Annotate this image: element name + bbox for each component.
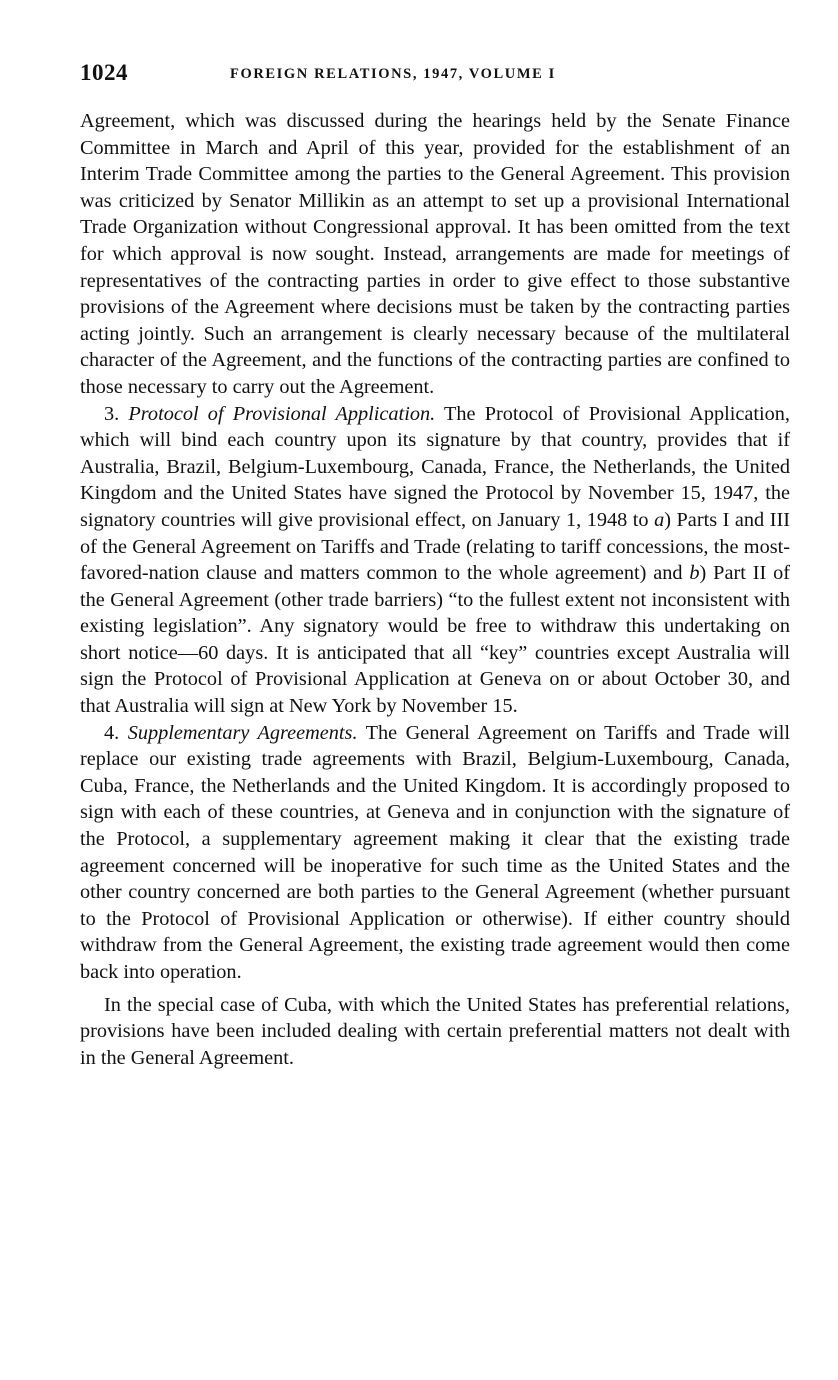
section-heading: Protocol of Provisional Application. — [128, 402, 436, 425]
paragraph-cuba-special-case: In the special case of Cuba, with which the United States has preferential relations, provisions have been included dealing with certain preferential matters not dealt with in the General Agreement. — [80, 993, 790, 1069]
section-heading: Supplementary Agreements. — [127, 721, 358, 744]
section-number: 4. — [104, 721, 120, 744]
body-text — [80, 108, 790, 1071]
list-marker-a: a — [654, 508, 665, 531]
running-header-title: FOREIGN RELATIONS, 1947, VOLUME I — [230, 66, 556, 82]
paragraph-text: The Protocol of Provisional Application, which will bind each country upon its signature by that country, provides that if Australia, Brazil, Belgium-Luxembourg, Canada, France, the Netherlands, the United Kingdom and the United States have signed the Protocol by November 15, 1947, the signatory countries will give provisional effect, on January 1, 1948 to — [80, 402, 790, 531]
page-number: 1024 — [80, 60, 128, 85]
paragraph-supplementary-agreements — [80, 720, 790, 986]
paragraph-interim-trade-committee: Agreement, which was discussed during the hearings held by the Senate Finance Committee in March and April of this year, provided for the establishment of an Interim Trade Committee among the parties to the General Agreement. This provision was criticized by Senator Millikin as an attempt to set up a provisional International Trade Organization without Congressional approval. It has been omitted from the text for which approval is now sought. Instead, arrangements are made for meetings of representatives of the contracting parties in order to give effect to those substantive provisions of the Agreement where decisions must be taken by the contracting parties acting jointly. Such an arrangement is clearly necessary because of the multilateral character of the Agreement, and the functions of the contracting parties are confined to those necessary to carry out the Agreement. — [80, 110, 790, 398]
running-header — [80, 60, 790, 92]
section-number: 3. — [104, 402, 120, 425]
paragraph-text: ) Parts I and III of the General Agreement on Tariffs and Trade (relating to tariff concessions, the most-favored-nation clause and matters common to the whole agreement) and — [80, 508, 790, 585]
paragraph-text: ) Part II of the General Agreement (other trade barriers) “to the fullest extent not inconsistent with existing legislation”. Any signatory would be free to withdraw this undertaking on short notice—60 days. It is anticipated that all “key” countries except Australia will sign the Protocol of Provisional Application at Geneva on or about October 30, and that Australia will sign at New York by November 15. — [80, 562, 791, 718]
paragraph-text: The General Agreement on Tariffs and Trade will replace our existing trade agreements with Brazil, Belgium-Luxembourg, Canada, Cuba, France, the Netherlands and the United Kingdom. It is accordingly proposed to sign with each of these countries, at Geneva and in conjunction with the signature of the Protocol, a supplementary agreement making it clear that the existing trade agreement concerned will be inoperative for such time as the United States and the other country concerned are both parties to the General Agreement (whether pursuant to the Protocol of Provisional Application or otherwise). If either country should withdraw from the General Agreement, the existing trade agreement would then come back into operation. — [80, 721, 790, 983]
list-marker-b: b — [689, 562, 700, 585]
paragraph-protocol-of-provisional-application — [80, 401, 790, 720]
